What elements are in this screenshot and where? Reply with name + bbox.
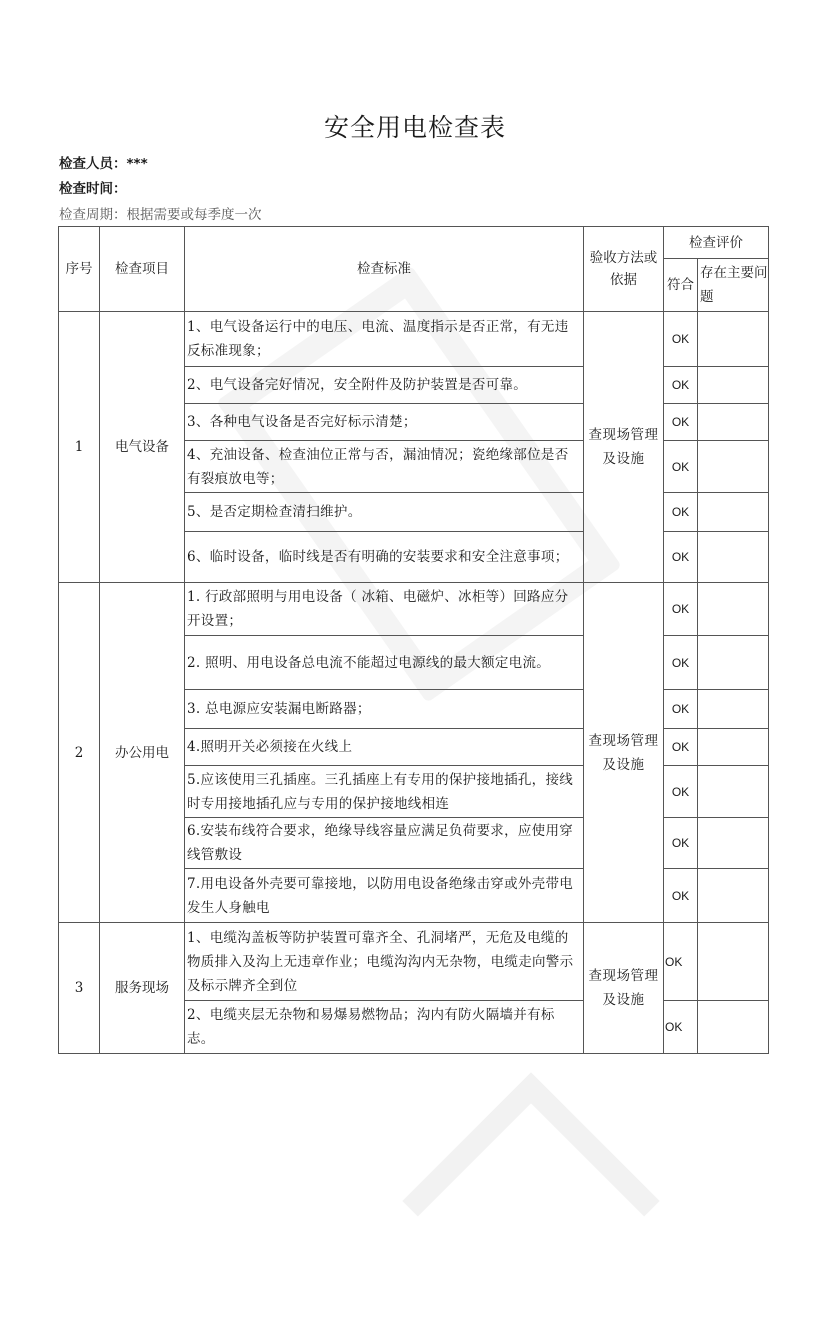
result-cell: OK [663, 728, 698, 766]
issue-cell [697, 492, 769, 532]
group-method: 查现场管理及设施 [583, 922, 664, 1054]
issue-cell [697, 440, 769, 493]
document-title: 安全用电检查表 [323, 113, 506, 142]
standard-cell: 2. 照明、用电设备总电流不能超过电源线的最大额定电流。 [184, 635, 584, 690]
issue-cell [697, 531, 769, 583]
issue-cell [697, 311, 769, 367]
issue-cell [697, 689, 769, 729]
result-cell: OK [663, 868, 698, 923]
header-index: 序号 [58, 226, 100, 312]
inspection-time-label: 检查时间： [59, 181, 127, 197]
issue-cell [697, 817, 769, 869]
standard-cell: 6.安装布线符合要求，绝缘导线容量应满足负荷要求，应使用穿线管敷设 [184, 817, 584, 869]
watermark-logo-bottom [402, 1072, 659, 1329]
issue-cell [697, 635, 769, 690]
inspector-label: 检查人员：*** [59, 156, 148, 172]
standard-cell: 3. 总电源应安装漏电断路器； [184, 689, 584, 729]
group-item: 办公用电 [99, 582, 185, 923]
issue-cell [697, 366, 769, 404]
header-evaluation: 检查评价 [663, 226, 769, 259]
standard-cell: 2、电缆夹层无杂物和易爆易燃物品；沟内有防火隔墙并有标志。 [184, 1000, 584, 1054]
standard-cell: 1. 行政部照明与用电设备（ 冰箱、电磁炉、冰柜等）回路应分开设置； [184, 582, 584, 636]
issue-cell [697, 765, 769, 818]
group-item: 服务现场 [99, 922, 185, 1054]
standard-cell: 4.照明开关必须接在火线上 [184, 728, 584, 766]
issue-cell [697, 868, 769, 923]
result-cell: OK [663, 366, 698, 404]
standard-cell: 1、电气设备运行中的电压、电流、温度指示是否正常，有无违反标准现象； [184, 311, 584, 367]
inspection-cycle-label: 检查周期：根据需要或每季度一次 [59, 207, 262, 223]
header-standard: 检查标准 [184, 226, 584, 312]
result-cell: OK [663, 689, 698, 729]
group-index: 3 [58, 922, 100, 1054]
issue-cell [697, 728, 769, 766]
standard-cell: 6、临时设备，临时线是否有明确的安装要求和安全注意事项； [184, 531, 584, 583]
result-cell: OK [663, 765, 698, 818]
group-index: 2 [58, 582, 100, 923]
header-conform: 符合 [663, 258, 698, 312]
group-index: 1 [58, 311, 100, 583]
issue-cell [697, 403, 769, 441]
standard-cell: 4、充油设备、检查油位正常与否，漏油情况；瓷绝缘部位是否有裂痕放电等； [184, 440, 584, 493]
standard-cell: 5.应该使用三孔插座。三孔插座上有专用的保护接地插孔，接线时专用接地插孔应与专用的保护接地线相连 [184, 765, 584, 818]
header-item: 检查项目 [99, 226, 185, 312]
result-cell: OK [663, 531, 698, 583]
header-issues: 存在主要问题 [697, 258, 769, 312]
standard-cell: 2、电气设备完好情况，安全附件及防护装置是否可靠。 [184, 366, 584, 404]
standard-cell: 7.用电设备外壳要可靠接地，以防用电设备绝缘击穿或外壳带电发生人身触电 [184, 868, 584, 923]
group-method: 查现场管理及设施 [583, 311, 664, 583]
issue-cell [697, 582, 769, 636]
result-cell: OK [663, 635, 698, 690]
result-cell: OK [663, 582, 698, 636]
issue-cell [697, 922, 769, 1001]
result-cell: OK [663, 817, 698, 869]
result-cell: OK [663, 403, 698, 441]
result-cell: OK [663, 1000, 698, 1054]
result-cell: OK [663, 311, 698, 367]
result-cell: OK [663, 440, 698, 493]
header-method: 验收方法或依据 [583, 226, 664, 312]
group-item: 电气设备 [99, 311, 185, 583]
issue-cell [697, 1000, 769, 1054]
result-cell: OK [663, 922, 698, 1001]
result-cell: OK [663, 492, 698, 532]
standard-cell: 5、是否定期检查清扫维护。 [184, 492, 584, 532]
standard-cell: 3、各种电气设备是否完好标示清楚； [184, 403, 584, 441]
group-method: 查现场管理及设施 [583, 582, 664, 923]
standard-cell: 1、电缆沟盖板等防护装置可靠齐全、孔洞堵严，无危及电缆的物质排入及沟上无违章作业；电缆沟沟内无杂物，电缆走向警示及标示牌齐全到位 [184, 922, 584, 1001]
